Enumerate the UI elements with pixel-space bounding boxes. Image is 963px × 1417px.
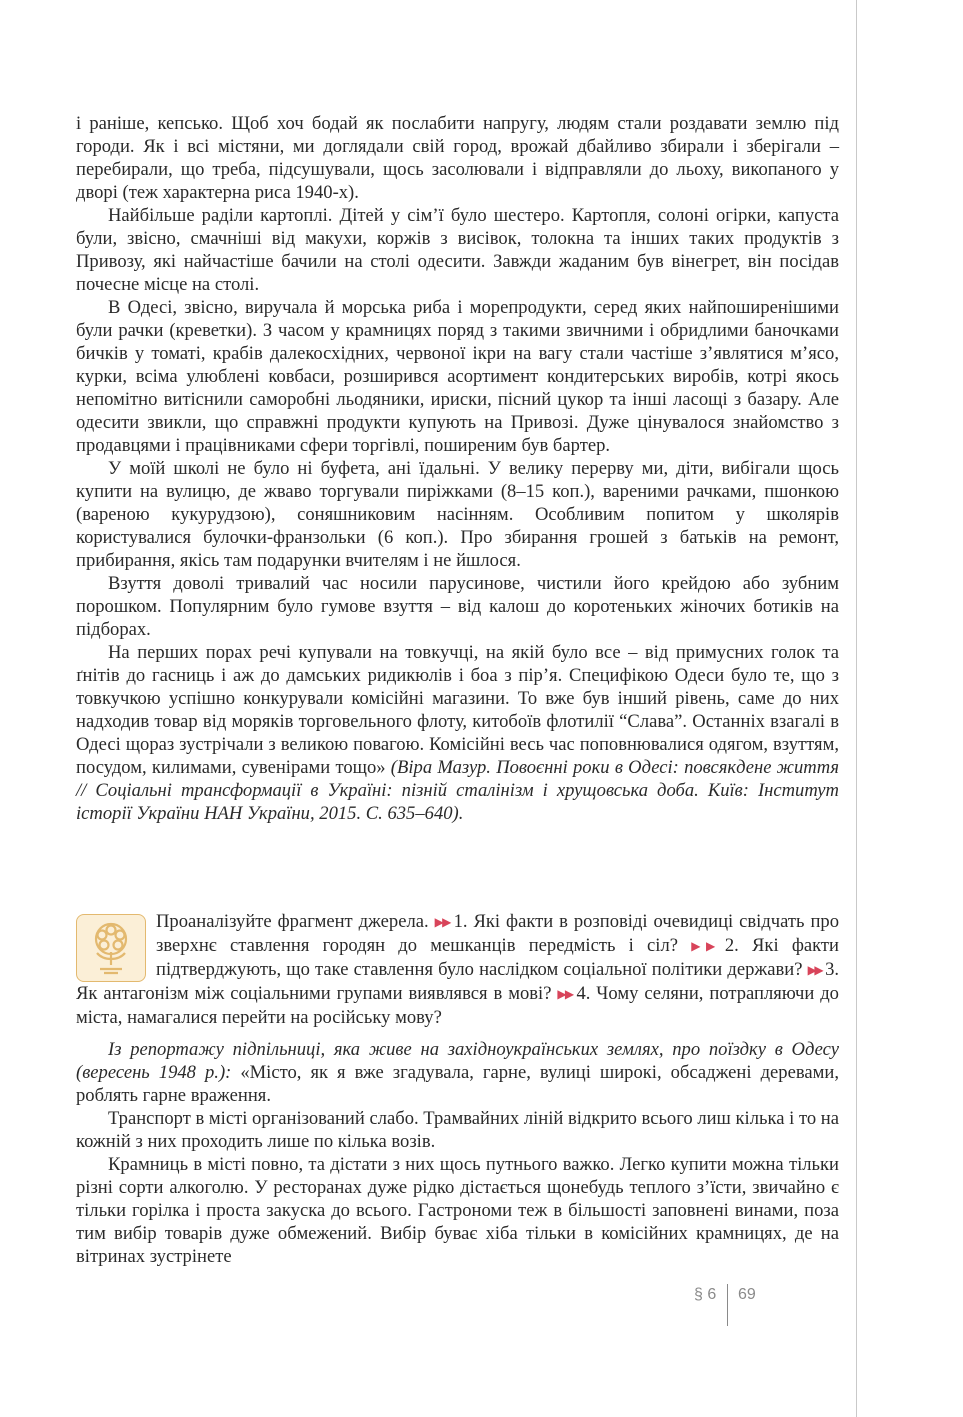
- section-number: § 6: [694, 1286, 717, 1303]
- tree-of-knowledge-icon: [76, 914, 146, 982]
- paragraph: У моїй школі не було ні буфета, ані їдальні. У велику перерву ми, діти, вибігали щось купити на вулицю, де жваво торгували пиріжками (8–15 коп.), вареними рачками, пшонкою (вареною кукурудзою), соняшниковим насінням. Особливим попитом у школярів користувалися булочки-франзольки (6 коп.). Про збирання грошей з батьків на ремонт, прибирання, якісь там подарунки вчителям і не йшлося.: [76, 458, 839, 571]
- paragraph: Найбільше раділи картоплі. Дітей у сім’ї було шестеро. Картопля, солоні огірки, капуста були, звісно, смачніші від макухи, коржів з висівок, толокна та інших таких продуктів з Привозу, які найчастіше бачили на столі одесити. Завжди жаданим був вінегрет, він посідав почесне місце на столі.: [76, 205, 839, 295]
- arrow-icon: ▶▶: [557, 987, 573, 1001]
- paragraph: і раніше, кепсько. Щоб хоч бодай як послабити напругу, людям стали роздавати землю під городи. Як і всі містяни, ми доглядали свій город, врожай дбайливо збирали і зберігали – перебирали, що треба, підсушували, щось засолювали і відправляли до льоху, викопаного у дворі (теж характерна риса 1940-х).: [76, 113, 839, 203]
- arrow-icon: ▶▶: [691, 939, 721, 953]
- task-question-4: 4. Чому селяни, потрапляючи до міста, намагалися перейти на російську мову?: [76, 983, 839, 1028]
- source-excerpt: [76, 112, 839, 825]
- paragraph: Взуття доволі тривалий час носили парусинове, чистили його крейдою або зубним порошком. Популярним було гумове взуття – від калош до коротеньких жіночих ботиків на підборах.: [76, 573, 839, 640]
- paragraph: В Одесі, звісно, виручала й морська риба і морепродукти, серед яких найпоширенішими були рачки (креветки). З часом у крамницях поряд з такими звичними і обридлими баночками бичків у томаті, крабів далекосхідних, червоної ікри на вагу стали частіше з’являтися м’ясо, курки, всіма улюблені ковбаси, розширився асортимент кондитерських виробів, котрі якось непомітно витіснили саморобні льодяники, ириски, пісний цукор та інші ласощі з базару. Але одесити звикли, що справжні продукти купують на Привозі. Дуже цінувалося знайомство з продавцями і працівниками сфери торгівлі, поширеним був бартер.: [76, 297, 839, 456]
- paragraph: [76, 1038, 839, 1107]
- arrow-icon: ▶▶: [807, 963, 822, 977]
- page-number: 69: [738, 1286, 756, 1303]
- arrow-icon: ▶▶: [434, 915, 450, 929]
- paragraph: [76, 641, 839, 825]
- footer-divider: [727, 1284, 728, 1326]
- citation: (Віра Мазур. Повоєнні роки в Одесі: повсякдене життя // Соціальні трансформації в Україні: пізній сталінізм і хрущовська доба. Київ: Інститут історії України НАН України, 2015. С. 635–640).: [76, 757, 840, 824]
- report-intro: Із репортажу підпільниці, яка живе на західноукраїнських землях, про поїздку в Одесу (вересень 1948 р.):: [76, 1039, 839, 1083]
- task-box: [76, 910, 839, 1029]
- task-question-1: 1. Які факти в розповіді очевидиці свідчать про зверхнє ставлення городян до мешканців передмість і сіл?: [156, 911, 839, 956]
- task-question-2: 2. Які факти підтверджують, що таке ставлення було наслідком соціальної політики держави?: [156, 935, 839, 980]
- report-excerpt: [76, 1038, 839, 1268]
- paragraph-text: На перших порах речі купували на товкучці, на якій було все – від примусних голок та ґнітів до гасниць і аж до дамських ридикюлів і боа з пір’я. Специфікою Одеси було те, що з товкучкою успішно конкурували комісійні магазини. То вже був інший рівень, саме до них надходив товар від моряків торговельного флоту, китобоїв флотилії “Слава”. Останніх взагалі в Одесі щораз зустрічали з великою повагою. Комісійні весь час поповнювалися одягом, взуттям, посудом, килимами, сувенірами тощо»: [76, 642, 839, 778]
- paragraph: Транспорт в місті організований слабо. Трамвайних ліній відкрито всього лиш кілька і то на кожній з них проходить лише по кілька возів.: [76, 1108, 839, 1152]
- task-question-3: 3. Як антагонізм між соціальними групами виявлявся в мові?: [76, 959, 840, 1004]
- margin-rule: [856, 0, 857, 1417]
- report-first-text: «Місто, як я вже згадувала, гарне, вулиці широкі, обсаджені деревами, роблять гарне враження.: [76, 1062, 839, 1106]
- paragraph: Крамниць в місті повно, та дістати з них щось путнього важко. Легко купити можна тільки різні сорти алкоголю. У ресторанах дуже рідко дістається щонебудь теплого з’їсти, звичайно є тільки горілка і проста закуска до всього. Гастрономи теж в більшості заповнені винами, поза тим вибір товарів дуже обмежений. Вибір буває хіба тільки в комісійних крамницях, де на вітринах зустрінете: [76, 1154, 839, 1267]
- task-intro: Проаналізуйте фрагмент джерела.: [156, 911, 429, 932]
